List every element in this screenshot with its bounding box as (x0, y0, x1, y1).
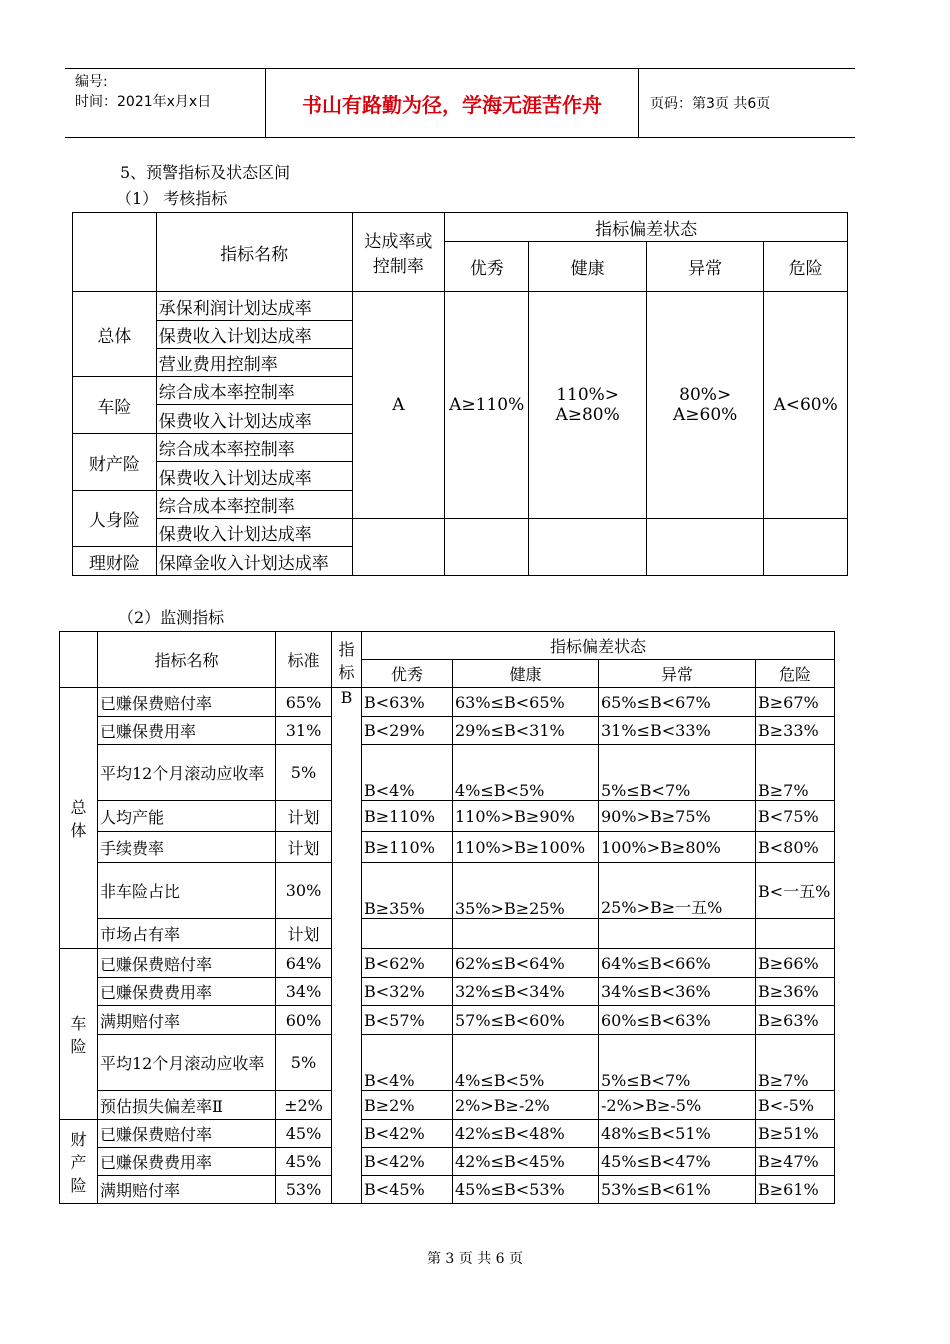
group-property: 财产险 (73, 434, 157, 491)
table-row-name: 保费收入计划达成率 (156, 321, 352, 349)
row-danger: B≥36% (756, 978, 835, 1006)
healthy-line2: A≥80% (555, 405, 620, 425)
row-standard: 计划 (276, 919, 332, 949)
row-name: 市场占有率 (98, 919, 276, 949)
empty-cell (529, 519, 647, 576)
healthy-line1: 110%> (556, 385, 620, 405)
table2-title: （2）监测指标 (118, 608, 225, 627)
healthy-value (529, 292, 647, 519)
row-standard: 5% (276, 745, 332, 801)
col-header-name: 指标名称 (156, 213, 352, 292)
table-row-name: 保障金收入计划达成率 (156, 547, 352, 576)
col-header-danger: 危险 (764, 242, 848, 292)
table-row-name: 保费收入计划达成率 (156, 405, 352, 434)
row-name: 已赚保费用率 (98, 717, 276, 745)
row-standard: 30% (276, 863, 332, 919)
row-standard: 31% (276, 717, 332, 745)
row-standard: 45% (276, 1148, 332, 1176)
row-danger: B<一五% (756, 863, 835, 919)
row-name: 已赚保费赔付率 (98, 949, 276, 978)
abnormal-line2: A≥60% (673, 405, 738, 425)
col-header-excellent: 优秀 (445, 242, 529, 292)
row-standard: 65% (276, 688, 332, 717)
row-healthy: 35%>B≥25% (453, 863, 599, 919)
table-row-name: 综合成本率控制率 (156, 491, 352, 519)
row-danger: B≥61% (756, 1176, 835, 1204)
row-healthy: 29%≤B<31% (453, 717, 599, 745)
table-row-name: 保费收入计划达成率 (156, 519, 352, 547)
empty-cell (647, 519, 764, 576)
row-abnormal: 48%≤B<51% (599, 1120, 756, 1148)
row-healthy: 62%≤B<64% (453, 949, 599, 978)
row-healthy: 42%≤B<48% (453, 1120, 599, 1148)
row-abnormal: 34%≤B<36% (599, 978, 756, 1006)
row-excellent: B<57% (362, 1006, 453, 1035)
row-abnormal: 25%>B≥一五% (599, 863, 756, 919)
row-name: 满期赔付率 (98, 1176, 276, 1204)
group-wealth: 理财险 (73, 547, 157, 576)
row-standard: 60% (276, 1006, 332, 1035)
row-abnormal: 45%≤B<47% (599, 1148, 756, 1176)
row-standard: 45% (276, 1120, 332, 1148)
row-name: 已赚保费赔付率 (98, 1120, 276, 1148)
page-label: 页码：第3页 共6页 (650, 96, 771, 112)
row-excellent: B<29% (362, 717, 453, 745)
group-char: 财 (70, 1130, 87, 1149)
row-abnormal (599, 919, 756, 949)
table-row-name: 综合成本率控制率 (156, 434, 352, 462)
row-standard: 53% (276, 1176, 332, 1204)
row-standard: 计划 (276, 832, 332, 863)
row-name: 已赚保费费用率 (98, 1148, 276, 1176)
col-header-healthy: 健康 (453, 660, 599, 688)
row-danger: B<75% (756, 801, 835, 832)
row-abnormal: 90%>B≥75% (599, 801, 756, 832)
section-title: 5、预警指标及状态区间 (120, 163, 291, 182)
group-char: 体 (70, 821, 87, 840)
row-excellent: B≥110% (362, 832, 453, 863)
row-healthy: 4%≤B<5% (453, 745, 599, 801)
row-abnormal: 5%≤B<7% (599, 1035, 756, 1091)
col-header-deviation: 指标偏差状态 (362, 632, 835, 660)
row-name: 平均12个月滚动应收率 (98, 1035, 276, 1091)
col-header-indicator (332, 632, 362, 688)
monitoring-table (59, 631, 835, 1204)
row-name: 平均12个月滚动应收率 (98, 745, 276, 801)
table-row-name: 保费收入计划达成率 (156, 462, 352, 491)
row-abnormal: 60%≤B<63% (599, 1006, 756, 1035)
row-abnormal: 65%≤B<67% (599, 688, 756, 717)
row-name: 预估损失偏差率Ⅱ (98, 1091, 276, 1120)
row-abnormal: 100%>B≥80% (599, 832, 756, 863)
col-header-name: 指标名称 (98, 632, 276, 688)
page-header (65, 68, 855, 138)
row-danger: B≥51% (756, 1120, 835, 1148)
abnormal-value (647, 292, 764, 519)
row-excellent: B<4% (362, 1035, 453, 1091)
empty-cell (764, 519, 848, 576)
table-row-name: 承保利润计划达成率 (156, 292, 352, 321)
row-abnormal: 64%≤B<66% (599, 949, 756, 978)
row-danger: B≥47% (756, 1148, 835, 1176)
col-header-healthy: 健康 (529, 242, 647, 292)
row-healthy: 4%≤B<5% (453, 1035, 599, 1091)
row-excellent: B≥2% (362, 1091, 453, 1120)
group-char: 险 (70, 1037, 87, 1056)
row-healthy: 45%≤B<53% (453, 1176, 599, 1204)
row-abnormal: 53%≤B<61% (599, 1176, 756, 1204)
row-abnormal: 31%≤B<33% (599, 717, 756, 745)
group-char: 险 (70, 1176, 87, 1195)
row-healthy: 110%>B≥90% (453, 801, 599, 832)
row-danger: B≥33% (756, 717, 835, 745)
motto: 书山有路勤为径，学海无涯苦作舟 (266, 69, 639, 137)
row-abnormal: 5%≤B<7% (599, 745, 756, 801)
group-overall (60, 688, 98, 949)
excellent-value: A≥110% (445, 292, 529, 519)
row-healthy: 42%≤B<45% (453, 1148, 599, 1176)
col-header-abnormal: 异常 (599, 660, 756, 688)
table-row-name: 综合成本率控制率 (156, 377, 352, 405)
row-name: 人均产能 (98, 801, 276, 832)
row-healthy: 57%≤B<60% (453, 1006, 599, 1035)
row-standard: ±2% (276, 1091, 332, 1120)
indicator-value: B (332, 688, 362, 1204)
col-header-abnormal: 异常 (647, 242, 764, 292)
time-label: 时间：2021年x月x日 (75, 94, 212, 110)
col-header-standard: 标准 (276, 632, 332, 688)
row-danger: B≥63% (756, 1006, 835, 1035)
row-danger: B<80% (756, 832, 835, 863)
row-healthy (453, 919, 599, 949)
row-excellent: B<63% (362, 688, 453, 717)
row-excellent: B<4% (362, 745, 453, 801)
row-healthy: 63%≤B<65% (453, 688, 599, 717)
col-header-danger: 危险 (756, 660, 835, 688)
row-name: 已赚保费赔付率 (98, 688, 276, 717)
group-char: 产 (70, 1153, 87, 1172)
group-char: 总 (70, 798, 87, 817)
row-danger: B≥7% (756, 745, 835, 801)
col-header-rate (352, 213, 445, 292)
empty-cell (352, 519, 445, 576)
indicator-line2: 标 (338, 662, 355, 682)
group-property (60, 1120, 98, 1204)
row-healthy: 2%>B≥-2% (453, 1091, 599, 1120)
danger-value: A<60% (764, 292, 848, 519)
row-standard: 计划 (276, 801, 332, 832)
page-footer: 第 3 页 共 6 页 (426, 1251, 524, 1267)
group-char: 车 (70, 1014, 87, 1033)
row-excellent: B<32% (362, 978, 453, 1006)
group-life: 人身险 (73, 491, 157, 547)
row-standard: 64% (276, 949, 332, 978)
row-danger: B≥67% (756, 688, 835, 717)
group-auto (60, 949, 98, 1120)
row-excellent: B≥110% (362, 801, 453, 832)
row-danger: B≥7% (756, 1035, 835, 1091)
row-name: 非车险占比 (98, 863, 276, 919)
table-row-name: 营业费用控制率 (156, 349, 352, 377)
row-excellent: B<62% (362, 949, 453, 978)
row-name: 手续费率 (98, 832, 276, 863)
row-healthy: 110%>B≥100% (453, 832, 599, 863)
rate-line2: 控制率 (372, 257, 424, 277)
row-danger (756, 919, 835, 949)
row-excellent: B<42% (362, 1120, 453, 1148)
row-standard: 34% (276, 978, 332, 1006)
row-standard: 5% (276, 1035, 332, 1091)
assessment-table (72, 212, 848, 576)
rate-value: A (352, 292, 445, 519)
row-excellent (362, 919, 453, 949)
empty-cell (445, 519, 529, 576)
number-label: 编号: (75, 74, 108, 90)
col-header-excellent: 优秀 (362, 660, 453, 688)
corner-cell (73, 213, 157, 292)
col-header-deviation: 指标偏差状态 (445, 213, 848, 242)
corner-cell (60, 632, 98, 688)
row-name: 满期赔付率 (98, 1006, 276, 1035)
table1-title: （1） 考核指标 (116, 189, 228, 208)
header-meta (65, 69, 266, 137)
row-abnormal: -2%>B≥-5% (599, 1091, 756, 1120)
row-excellent: B<45% (362, 1176, 453, 1204)
row-danger: B<-5% (756, 1091, 835, 1120)
group-auto: 车险 (73, 377, 157, 434)
row-healthy: 32%≤B<34% (453, 978, 599, 1006)
abnormal-line1: 80%> (679, 385, 732, 405)
row-name: 已赚保费费用率 (98, 978, 276, 1006)
row-excellent: B≥35% (362, 863, 453, 919)
row-excellent: B<42% (362, 1148, 453, 1176)
rate-line1: 达成率或 (364, 232, 433, 252)
row-danger: B≥66% (756, 949, 835, 978)
group-overall: 总体 (73, 292, 157, 377)
indicator-line1: 指 (338, 639, 355, 659)
